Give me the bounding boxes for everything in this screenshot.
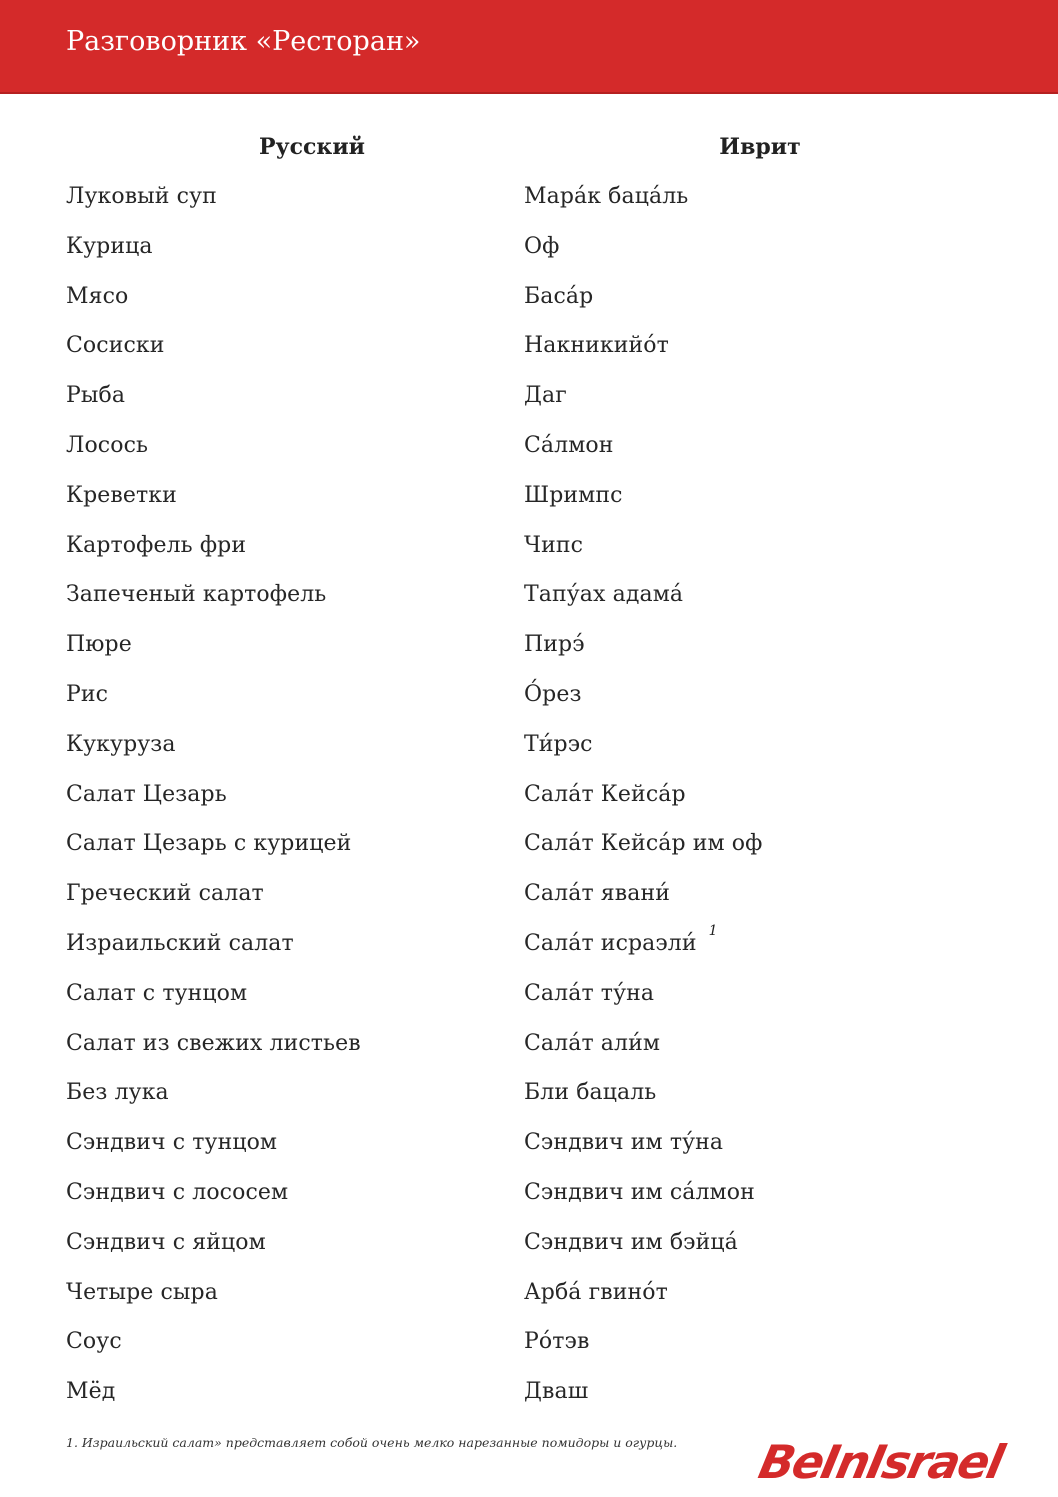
logo-text: BeInIsrael (754, 1435, 1008, 1489)
hebrew-transliteration: Са́лмон (524, 432, 614, 458)
hebrew-transliteration: О́рез (524, 681, 582, 707)
table-row (0, 1172, 1058, 1222)
russian-phrase: Сэндвич с лососем (66, 1179, 289, 1205)
hebrew-transliteration: Сала́т али́м (524, 1030, 661, 1056)
column-header-hebrew: Иврит (719, 134, 801, 160)
russian-phrase: Греческий салат (66, 881, 264, 907)
hebrew-transliteration: Сала́т Кейса́р им оф (524, 831, 763, 857)
table-row (0, 1371, 1058, 1421)
russian-phrase: Салат с тунцом (66, 980, 248, 1006)
table-row (0, 226, 1058, 276)
hebrew-transliteration: Накникийо́т (524, 333, 669, 359)
hebrew-transliteration: Даг (524, 383, 567, 409)
footnote-marker: 1 (708, 922, 718, 939)
table-row (0, 1222, 1058, 1272)
table-row (0, 724, 1058, 774)
hebrew-transliteration: Ро́тэв (524, 1329, 590, 1355)
table-row (0, 574, 1058, 624)
table-row (0, 176, 1058, 226)
table-row (0, 973, 1058, 1023)
hebrew-transliteration: Пирэ́ (524, 632, 585, 658)
column-header-russian: Русский (259, 134, 365, 160)
russian-phrase: Запеченый картофель (66, 582, 327, 608)
header-bar (0, 0, 1058, 94)
russian-phrase: Сосиски (66, 333, 165, 359)
table-row (0, 624, 1058, 674)
russian-phrase: Рис (66, 681, 109, 707)
hebrew-transliteration: Сэндвич им са́лмон (524, 1179, 755, 1205)
russian-phrase: Мёд (66, 1379, 116, 1405)
page-title: Разговорник «Ресторан» (66, 26, 421, 57)
hebrew-transliteration: Сэндвич им ту́на (524, 1130, 724, 1156)
table-row (0, 674, 1058, 724)
table-row (0, 873, 1058, 923)
hebrew-transliteration: Сала́т ту́на (524, 980, 655, 1006)
russian-phrase: Лосось (66, 432, 149, 458)
hebrew-transliteration: Сэндвич им бэйца́ (524, 1229, 738, 1255)
hebrew-transliteration: Арба́ гвино́т (524, 1279, 668, 1305)
hebrew-transliteration: Сала́т Кейса́р (524, 781, 686, 807)
russian-phrase: Соус (66, 1329, 122, 1355)
russian-phrase: Рыба (66, 383, 126, 409)
hebrew-transliteration: Чипс (524, 532, 584, 558)
russian-phrase: Салат из свежих листьев (66, 1030, 361, 1056)
hebrew-transliteration: Дваш (524, 1379, 589, 1405)
russian-phrase: Салат Цезарь с курицей (66, 831, 352, 857)
table-row (0, 1321, 1058, 1371)
hebrew-transliteration: Сала́т явани́ (524, 881, 671, 907)
table-row (0, 1122, 1058, 1172)
table-row (0, 823, 1058, 873)
hebrew-transliteration: Сала́т исраэли́ (524, 930, 697, 956)
russian-phrase: Мясо (66, 283, 129, 309)
russian-phrase: Четыре сыра (66, 1279, 218, 1305)
hebrew-transliteration: Тапу́ах адама́ (524, 582, 684, 608)
russian-phrase: Курица (66, 233, 153, 259)
russian-phrase: Сэндвич с тунцом (66, 1130, 278, 1156)
table-row (0, 1272, 1058, 1322)
russian-phrase: Без лука (66, 1080, 169, 1106)
russian-phrase: Луковый суп (66, 184, 217, 209)
table-row (0, 923, 1058, 973)
russian-phrase: Кукуруза (66, 731, 176, 757)
table-row (0, 774, 1058, 824)
table-row (0, 1023, 1058, 1073)
hebrew-transliteration: Шримпс (524, 482, 623, 508)
russian-phrase: Креветки (66, 482, 177, 508)
table-row (0, 325, 1058, 375)
russian-phrase: Салат Цезарь (66, 781, 227, 807)
russian-phrase: Картофель фри (66, 532, 247, 558)
table-row (0, 425, 1058, 475)
hebrew-transliteration: Мара́к баца́ль (524, 184, 689, 209)
hebrew-transliteration: Бли бацаль (524, 1080, 657, 1106)
beinisrael-logo (754, 1432, 1030, 1492)
hebrew-transliteration: Ти́рэс (524, 731, 593, 757)
table-row (0, 1072, 1058, 1122)
russian-phrase: Пюре (66, 632, 132, 658)
hebrew-transliteration: Баса́р (524, 283, 594, 309)
phrase-table (0, 176, 1058, 1421)
footnote: 1. Израильский салат» представляет собой очень мелко нарезанные помидоры и огурцы. (66, 1435, 678, 1450)
table-row (0, 525, 1058, 575)
table-row (0, 375, 1058, 425)
russian-phrase: Израильский салат (66, 930, 294, 956)
table-row (0, 475, 1058, 525)
hebrew-transliteration: Оф (524, 233, 560, 259)
russian-phrase: Сэндвич с яйцом (66, 1229, 266, 1255)
table-row (0, 276, 1058, 326)
